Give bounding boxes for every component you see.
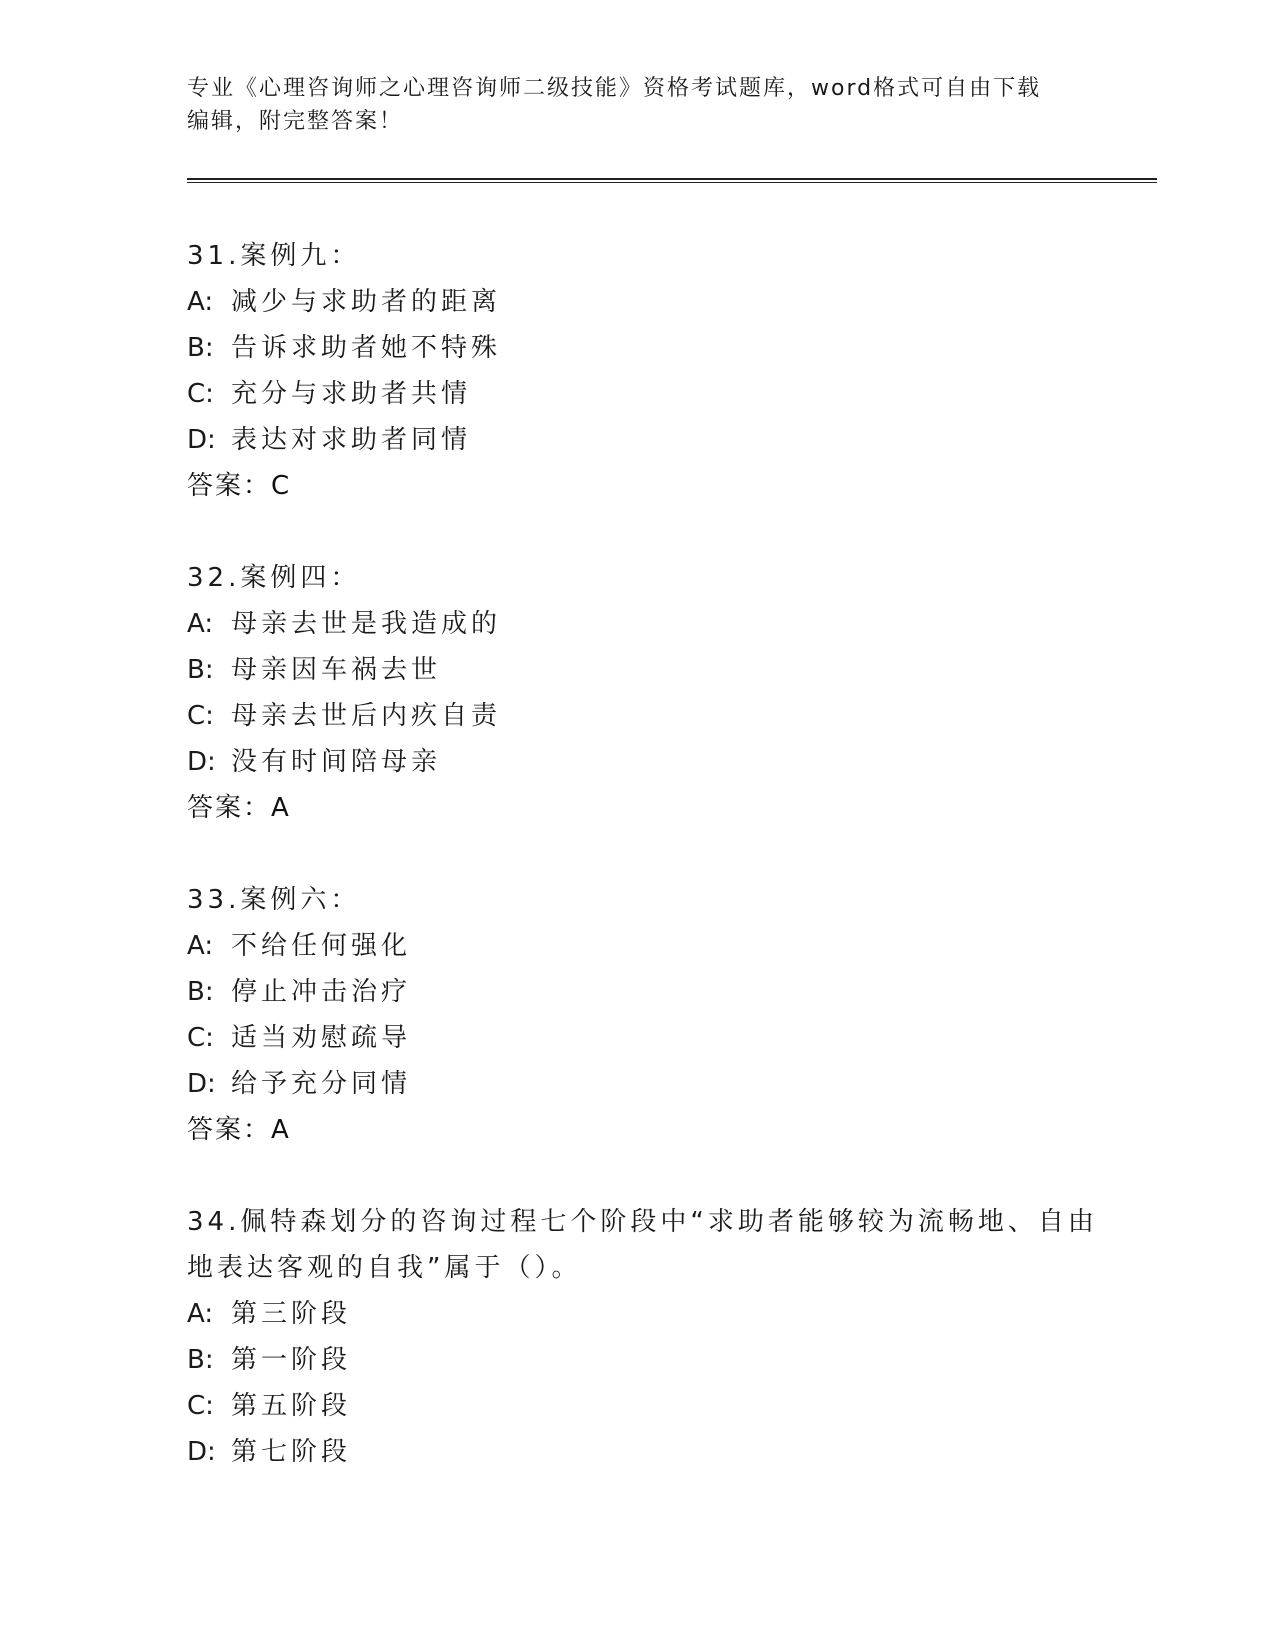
option-letter: D: <box>187 1069 216 1099</box>
question-stem: 32.案例四： <box>187 563 361 593</box>
option-letter: D: <box>187 747 216 777</box>
header-line-2: 编辑，附完整答案！ <box>187 109 404 134</box>
option-c <box>187 371 1087 417</box>
option-a <box>187 1291 1087 1337</box>
header-divider-thin <box>187 182 1157 183</box>
option-text: 第三阶段 <box>231 1299 352 1329</box>
option-b <box>187 1337 1087 1383</box>
header-line-1: 专业《心理咨询师之心理咨询师二级技能》资格考试题库，word格式可自由下载 <box>187 76 1042 101</box>
question-list <box>187 233 1098 1521</box>
option-d <box>187 1429 1087 1475</box>
option-text: 充分与求助者共情 <box>231 379 472 409</box>
option-a <box>187 601 1087 647</box>
option-b <box>187 647 1087 693</box>
option-text: 给予充分同情 <box>231 1069 412 1099</box>
option-letter: A: <box>187 287 214 317</box>
option-d <box>187 417 1087 463</box>
question-34 <box>187 1199 1098 1475</box>
option-letter: C: <box>187 1391 214 1421</box>
option-letter: D: <box>187 1437 216 1467</box>
question-32 <box>187 555 1087 831</box>
question-stem-line-1: 34.佩特森划分的咨询过程七个阶段中“求助者能够较为流畅地、自由 <box>187 1207 1098 1237</box>
option-text: 告诉求助者她不特殊 <box>231 333 502 363</box>
option-letter: D: <box>187 425 216 455</box>
option-letter: A: <box>187 1299 214 1329</box>
option-c <box>187 693 1087 739</box>
option-d <box>187 739 1087 785</box>
option-a <box>187 923 1087 969</box>
option-c <box>187 1015 1087 1061</box>
option-b <box>187 969 1087 1015</box>
question-33 <box>187 877 1087 1153</box>
option-letter: C: <box>187 1023 214 1053</box>
option-a <box>187 279 1087 325</box>
answer-line: 答案：C <box>187 471 292 501</box>
option-letter: A: <box>187 931 214 961</box>
document-header <box>187 72 1087 138</box>
option-letter: B: <box>187 333 214 363</box>
question-31 <box>187 233 1087 509</box>
option-letter: B: <box>187 1345 214 1375</box>
header-divider-thick <box>187 178 1157 180</box>
question-stem: 33.案例六： <box>187 885 361 915</box>
question-stem: 31.案例九： <box>187 241 361 271</box>
option-letter: A: <box>187 609 214 639</box>
option-letter: B: <box>187 977 214 1007</box>
option-text: 母亲因车祸去世 <box>231 655 442 685</box>
answer-line: 答案：A <box>187 1115 291 1145</box>
option-text: 没有时间陪母亲 <box>231 747 442 777</box>
option-letter: C: <box>187 701 214 731</box>
answer-line: 答案：A <box>187 793 291 823</box>
question-stem-line-2: 地表达客观的自我”属于（）。 <box>187 1253 582 1283</box>
option-text: 第一阶段 <box>231 1345 352 1375</box>
option-text: 第七阶段 <box>231 1437 352 1467</box>
option-text: 母亲去世后内疚自责 <box>231 701 502 731</box>
option-text: 减少与求助者的距离 <box>231 287 502 317</box>
option-text: 不给任何强化 <box>231 931 412 961</box>
option-c <box>187 1383 1087 1429</box>
option-text: 母亲去世是我造成的 <box>231 609 502 639</box>
option-d <box>187 1061 1087 1107</box>
option-letter: C: <box>187 379 214 409</box>
option-text: 适当劝慰疏导 <box>231 1023 412 1053</box>
option-letter: B: <box>187 655 214 685</box>
option-text: 表达对求助者同情 <box>231 425 472 455</box>
option-text: 停止冲击治疗 <box>231 977 412 1007</box>
option-text: 第五阶段 <box>231 1391 352 1421</box>
option-b <box>187 325 1087 371</box>
